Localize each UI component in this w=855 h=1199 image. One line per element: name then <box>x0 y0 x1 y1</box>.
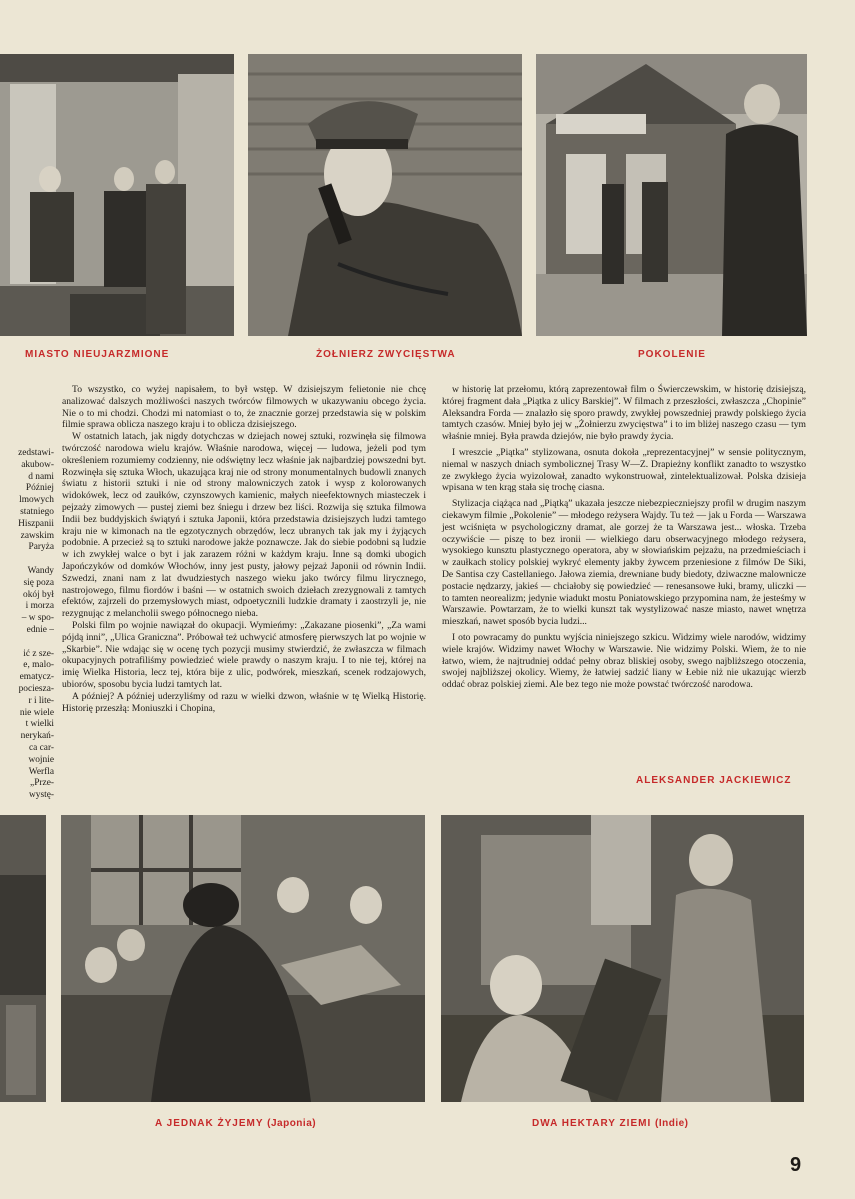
caption-dwa-hektary-ziemi-title: DWA HEKTARY ZIEMI <box>532 1118 652 1129</box>
article-paragraph: w historię lat przełomu, którą zaprezentował film o Świerczewskim, w historię dzisiejszą, której fragment dała „Piątka z ulicy Barskiej”. W filmach z przeszłości, zwłaszcza „Chopinie” Aleksandra Forda — znalazło się sporo prawdy, zwykłej powszedniej prawdy polskiego życia tamtych czasów. Mniej było jej w „Żołnierzu zwycięstwa” i to im bliżej naszego czasu — tym właśnie mniej. Była prawda dziejów, nie było prawdy życia. <box>442 384 806 443</box>
caption-a-jednak-zyjemy <box>155 1118 316 1129</box>
page-number: 9 <box>790 1154 802 1176</box>
article-paragraph: A później? A później uderzyliśmy od razu w wielki dzwon, właśnie w tę Wielką Historię. Historię przeszłą: Moniuszki i Chopina, <box>62 690 426 714</box>
photo-bottom-right <box>441 815 804 1102</box>
caption-a-jednak-zyjemy-country: (Japonia) <box>267 1118 317 1129</box>
caption-pokolenie: POKOLENIE <box>638 349 706 360</box>
photo-top-middle <box>248 54 522 336</box>
article-author: ALEKSANDER JACKIEWICZ <box>636 775 792 786</box>
article-paragraph: I oto powracamy do punktu wyjścia niniejszego szkicu. Widzimy wiele narodów, widzimy wiele krajów. Widzimy nawet Włochy w Warszawie. Nie widzimy Polski. Wiem, że to nie łatwo, wiem, że najtrudniej oddać pełny obraz bliskiej osoby, swego najbliższego otoczenia, swojej najbliższej okolicy. Wiemy, że łatwiej sadzić liany w Łebie niż nie ukazując wierzb oddać obraz polskiej ziemi. Ale bez tego nie może powstać twórczość narodowa. <box>442 631 806 691</box>
caption-dwa-hektary-ziemi <box>532 1118 689 1129</box>
article-column-1 <box>62 384 426 714</box>
photo-bottom-left-fragment <box>0 815 46 1102</box>
article-paragraph: W ostatnich latach, jak nigdy dotychczas w dziejach nowej sztuki, rozwinęła się filmowa twórczość narodowa wielu krajów. Właśnie narodowa, więcej — ludowa, jeżeli pod tym określeniem rozumiemy codzienny, nie odświętny lecz właśnie jak najbardziej powszedni byt. Rozwinęła się sztuka Włoch, ukazująca kraj nie od strony monumentalnych budowli znanych światu z historii sztuki i nie od strony malowniczych zatok i wysp z kolorowanych widokówek, lecz od zaułków, czynszowych kamienic, małych nieefektownych miasteczek i pejzaży zimowych — pustej ziemi bez śniegu i drzew bez liści. Rozwija się sztuka filmowa Indii bez buddyjskich świątyń i sztuka Japonii, która przedstawia dzisiejszych ludzi tamtego kraju nie w kimonach na tle egzotycznych obrzędów, lecz ubranych tak jak my i żyjących podobnie. A przecież są to sztuki narodowe jakże poznawcze. Jak do siebie podobni są ludzie w ich zwykłej walce o byt i jak zarazem różni w każdym kraju. Inne są domki ubogich Japończyków od domków Włochów, inny jest pusty, jałowy pejzaż Japonii od równin Indii. Szwedzi, znani nam z lat dwudziestych naszego wieku jako twórcy filmu lirycznego, nastrojowego, filmu fiordów i baśni — w ostatnich swoich dziełach zrezygnowali z tamtych efektów, zajrzeli do przemysłowych miast, odpoetycznili ludzkie dramaty i zaostrzyli je, nie rezygnując z melancholii swego północnego nieba. <box>62 431 426 620</box>
article-paragraph: Polski film po wojnie nawiązał do okupacji. Wymieńmy: „Zakazane piosenki”, „Za wami pójdą inni”, „Ulica Graniczna”. Próbował też uchwycić atmosferę pierwszych lat po wojnie w „Skarbie”. Nie wdając się w ocenę tych pozycji musimy stwierdzić, że zwłaszcza w filmach okupacyjnych potrafiliśmy powiedzieć wiele prawdy o naszym kraju. I to nie tej, której na imię Wielka Historia, lecz tej, która bije z ulic, podwórek, mieszkań, scenek rodzajowych, ubiorów, sposobu bycia ludzi tamtych lat. <box>62 619 426 690</box>
article-column-2 <box>442 384 806 691</box>
caption-zolnierz-zwyciestwa: ŻOŁNIERZ ZWYCIĘSTWA <box>316 349 456 360</box>
article-paragraph: Stylizacja ciążąca nad „Piątką” ukazała jeszcze niebezpieczniejszy profil w drugim naszym ciekawym filmie „Pokolenie” — młodego reżysera Wajdy. Tu też — jak u Forda — Warszawa jest wciśnięta w psychologiczny dramat, ale gorzej że ta Warszawa jest... włoska. Trzeba oczywiście — piszę to bez ironii — wielkiego daru obserwacyjnego młodego reżysera, wysokiego kunsztu plastycznego operatora, aby w słowiańskim pejzażu, na przedmieściach i w zaułkach stolicy polskiej wykryć elementy jakby żywcem przeniesione z filmów De Siki, De Santisa czy Castellaniego. Jałowa ziemia, drewniane budy biedoty, dziwaczne malownicze postacie nędzarzy, jakieś — chciałoby się powiedzieć — renesansowe łuki, bramy, uliczki — to tamten neorealizm; jedynie wiadukt mostu Poniatowskiego przypomina nam, że jesteśmy w Warszawie. Powtarzam, że to wielki kunszt tak wystylizować nasze miasto, nawet wnętrza mieszkań, nawet sposób bycia ludzi... <box>442 498 806 628</box>
left-fragment-column: zedstawi- akubow- d nami Później lmowych statniego Hiszpanii zawskim Paryża Wandy się poza okój był i morza – w spo- ednie – ić z sze- e, malo- ematycz- pociesza- r i lite- nie wiele t wielki nerykań- ca car- wojnie Werfla „Prze- wystę- <box>18 448 54 801</box>
article-paragraph: To wszystko, co wyżej napisałem, to był wstęp. W dzisiejszym felietonie nie chcę analizować dalszych możliwości naszych twórców filmowych w ukazywaniu obcego życia. Nie o to mi chodzi. Chodzi mi natomiast o to, że znacznie gorzej przedstawia się w polskim filmie sprawa oblicza naszego kraju i to oblicza dzisiejszego. <box>62 384 426 431</box>
photo-top-left-fragment <box>0 54 234 336</box>
photo-bottom-middle <box>61 815 425 1102</box>
caption-miasto-nieujarzmione: MIASTO NIEUJARZMIONE <box>25 349 170 360</box>
article-paragraph: I wreszcie „Piątka” stylizowana, osnuta dokoła „reprezentacyjnej” w sensie politycznym, niemal w naszych dniach symbolicznej Trasy W—Z. Drapieżny konflikt zanadto to wszystko ze zwykłego życia wyizolował, zanadto wykonstruował, zintelektualizował. Polska dzisieja wpisana w ten krąg stała się trochę ciasna. <box>442 446 806 494</box>
photo-top-right <box>536 54 807 336</box>
caption-dwa-hektary-ziemi-country: (Indie) <box>655 1118 689 1129</box>
caption-a-jednak-zyjemy-title: A JEDNAK ŻYJEMY <box>155 1118 264 1129</box>
